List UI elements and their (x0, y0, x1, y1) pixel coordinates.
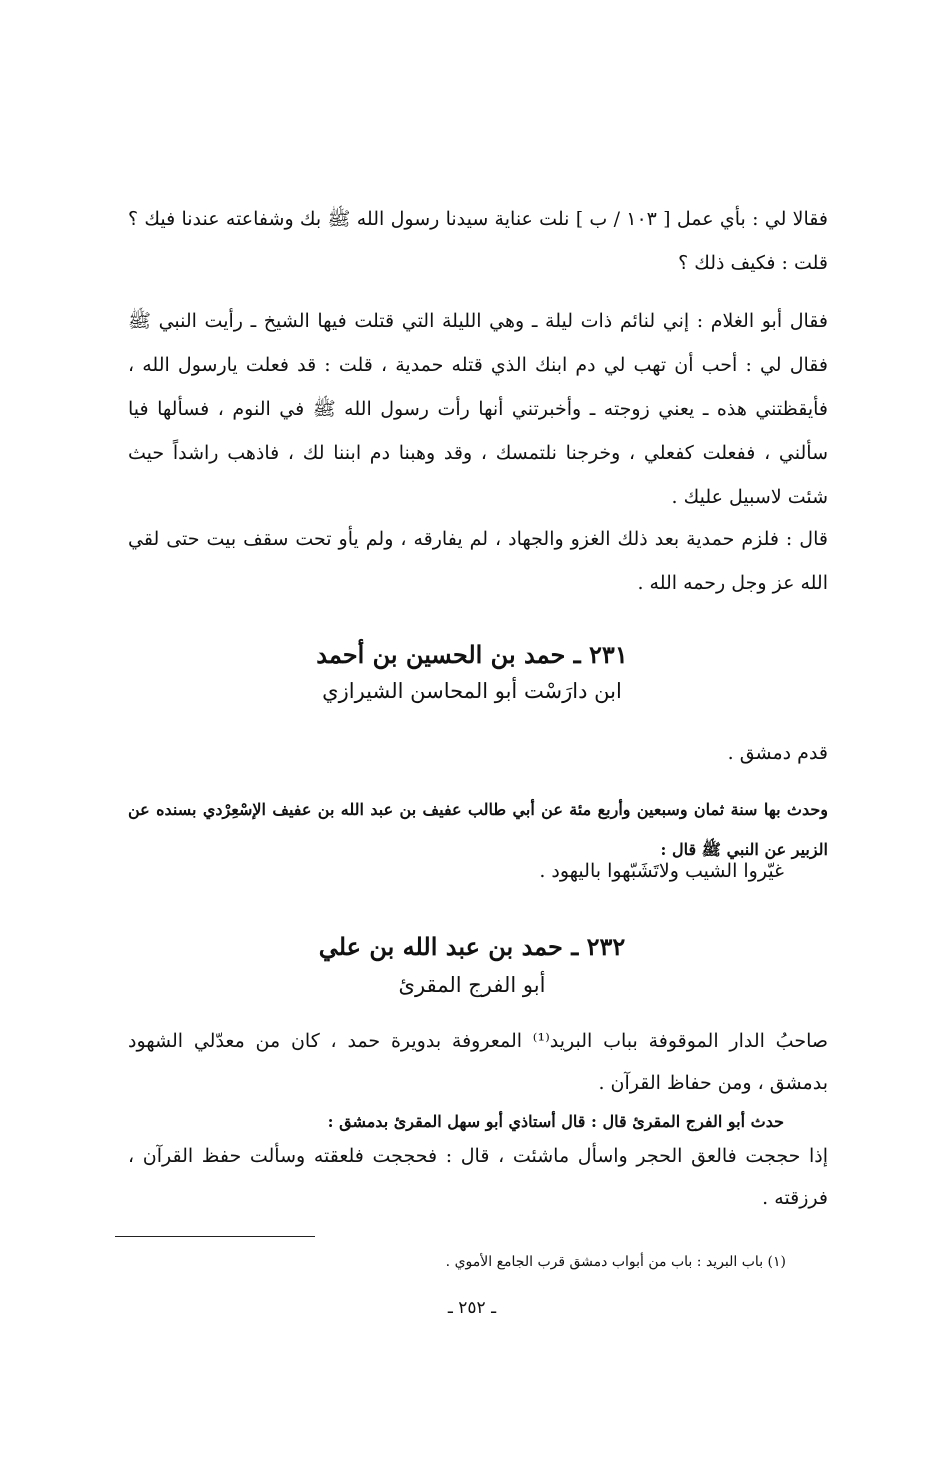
page-number: ـ ٢٥٢ ـ (447, 1298, 497, 1318)
entry-232-title: ٢٣٢ ـ حمد بن عبد الله بن علي (318, 932, 626, 961)
entry-231-hadith: غيّروا الشيب ولاتَشَبّهوا باليهود . (539, 860, 784, 882)
paragraph-2: فقال أبو الغلام : إني لنائم ذات ليلة ـ وهي الليلة التي قتلت فيها الشيخ ـ رأيت النبي ﷺ فقال لي : أحب أن تهب لي دم ابنك الذي قتله حمدية ، قلت : قد فعلت يارسول الله ، فأيقظتني هذه ـ يعني زوجته ـ وأخبرتني أنها رأت رسول الله ﷺ في النوم ، فسألها فيا سألني ، ففعلت كفعلي ، وخرجنا نلتمسك ، وقد وهبنا دم ابننا لك ، فاذهب راشداً حيث شئت لاسبيل عليك . (128, 310, 828, 508)
entry-231-title: ٢٣١ ـ حمد بن الحسين بن أحمد (316, 640, 628, 669)
entry-231-narration: وحدث بها سنة ثمان وسبعين وأربع مئة عن أبي طالب عفيف بن عبد الله بن عفيف الإسْعِرْدي بسنده عن الزبير عن النبي ﷺ قال : (128, 800, 828, 859)
footnote-divider (115, 1236, 315, 1237)
entry-231-subtitle: ابن دارَسْت أبو المحاسن الشيرازي (322, 679, 622, 703)
entry-232-narration: حدث أبو الفرج المقرئ قال : قال أستاذي أبو سهل المقرئ بدمشق : (327, 1112, 784, 1131)
entry-232-subtitle: أبو الفرج المقرئ (398, 973, 546, 997)
paragraph-3: قال : فلزم حمدية بعد ذلك الغزو والجهاد ، لم يفارقه ، ولم يأو تحت سقف بيت حتى لقي الله عز وجل رحمه الله . (128, 528, 828, 594)
paragraph-1: فقالا لي : بأي عمل [ ١٠٣ / ب ] نلت عناية سيدنا رسول الله ﷺ بك وشفاعته عندنا فيك ؟ قلت : فكيف ذلك ؟ (128, 208, 828, 274)
entry-232-quote: إذا حججت فالعق الحجر واسأل ماشئت ، قال : فحججت فلعقته وسألت حفظ القرآن ، فرزقته . (128, 1145, 828, 1209)
footnote: (١) باب البريد : باب من أبواب دمشق قرب الجامع الأموي . (445, 1254, 786, 1270)
entry-231-line: قدم دمشق . (727, 742, 828, 764)
entry-232-description: صاحبُ الدار الموقوفة بباب البريد⁽¹⁾ المعروفة بدويرة حمد ، كان من معدّلي الشهود بدمشق ، ومن حفاظ القرآن . (128, 1030, 828, 1094)
